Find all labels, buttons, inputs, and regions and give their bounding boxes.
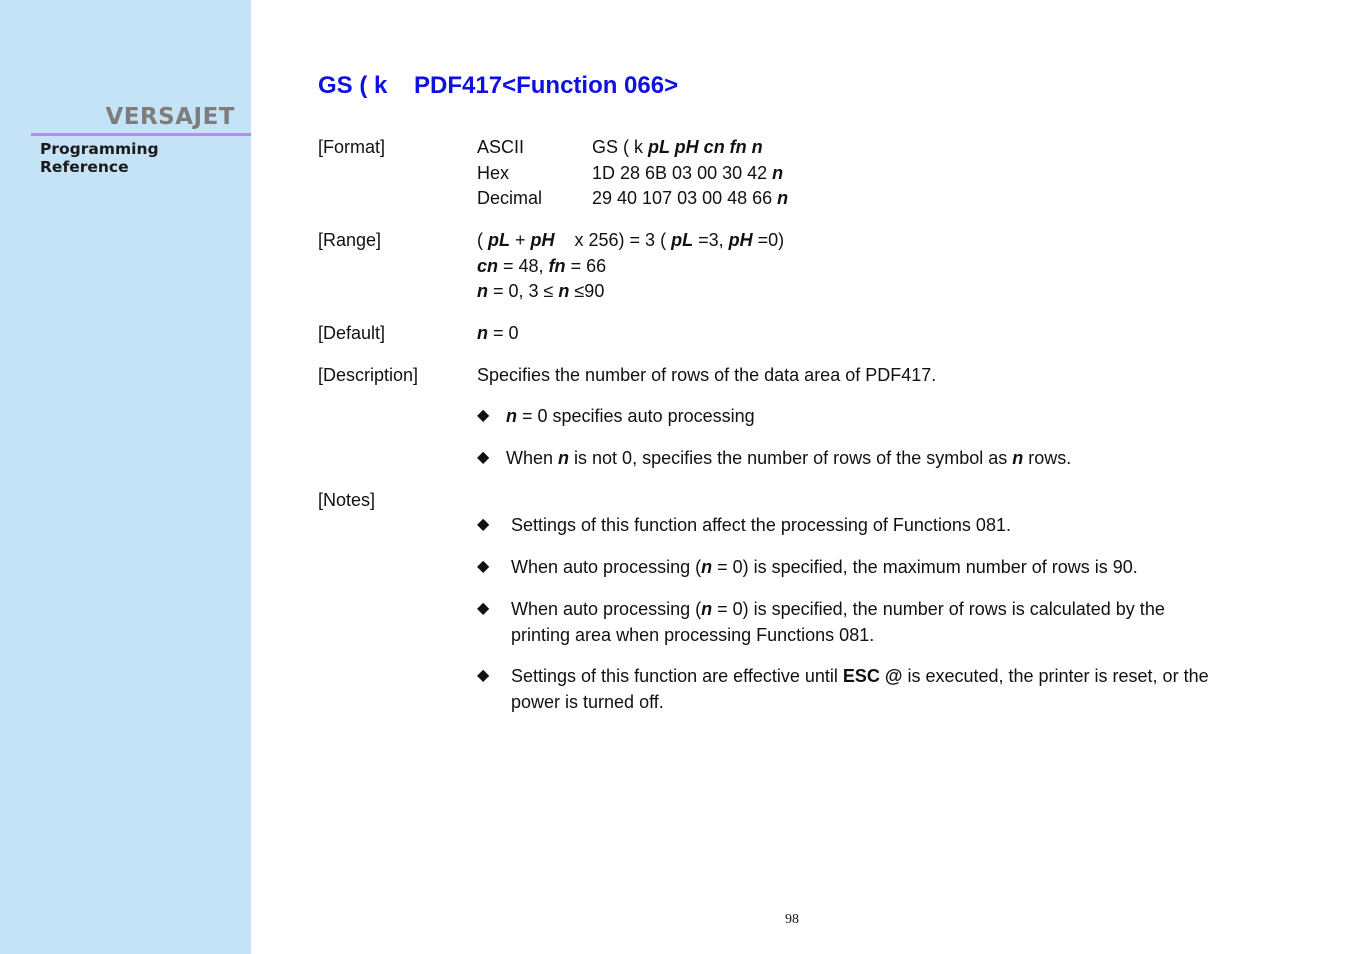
note-4-line-1: Settings of this function are effective until ESC @ is executed, the printer is reset, or the xyxy=(511,666,1209,686)
page-title: GS ( k PDF417<Function 066> xyxy=(318,72,679,99)
range-label: [Range] xyxy=(318,230,382,250)
description-text: Specifies the number of rows of the data area of PDF417. xyxy=(477,365,937,385)
note-3-line-1: When auto processing (n = 0) is specified, the number of rows is calculated by the xyxy=(511,599,1165,619)
note-3-line-2: printing area when processing Functions 081. xyxy=(511,625,875,645)
format-kind-ascii: ASCII xyxy=(477,137,525,157)
note-4-line-2: power is turned off. xyxy=(511,692,664,712)
format-kind-decimal: Decimal xyxy=(477,188,543,208)
bullet-icon: ◆ xyxy=(477,516,490,533)
bullet-icon: ◆ xyxy=(477,558,490,575)
note-2: When auto processing (n = 0) is specified, the maximum number of rows is 90. xyxy=(511,557,1138,577)
format-kind-hex: Hex xyxy=(477,163,510,183)
page-number: 98 xyxy=(785,912,799,927)
default-label: [Default] xyxy=(318,323,386,343)
notes-label: [Notes] xyxy=(318,490,376,510)
bullet-icon: ◆ xyxy=(477,600,490,617)
brand-underline xyxy=(31,133,251,136)
format-value-hex: 1D 28 6B 03 00 30 42 n xyxy=(592,163,784,183)
range-line-1: ( pL + pH x 256) = 3 ( pL =3, pH =0) xyxy=(477,230,785,250)
range-line-2: cn = 48, fn = 66 xyxy=(477,256,607,276)
bullet-icon: ◆ xyxy=(477,407,490,424)
default-value: n = 0 xyxy=(477,323,519,343)
bullet-icon: ◆ xyxy=(477,667,490,684)
bullet-icon: ◆ xyxy=(477,449,490,466)
brand-logo-text: VERSAJET xyxy=(105,104,235,130)
format-value-decimal: 29 40 107 03 00 48 66 n xyxy=(592,188,789,208)
description-label: [Description] xyxy=(318,365,419,385)
note-1: Settings of this function affect the processing of Functions 081. xyxy=(511,515,1011,535)
range-line-3: n = 0, 3 ≤ n ≤90 xyxy=(477,281,605,301)
document-subtitle: Programming Reference xyxy=(40,140,159,176)
description-bullet-2: When n is not 0, specifies the number of rows of the symbol as n rows. xyxy=(506,448,1072,468)
sidebar xyxy=(0,0,251,954)
format-label: [Format] xyxy=(318,137,386,157)
format-value-ascii: GS ( k pL pH cn fn n xyxy=(592,137,763,157)
description-bullet-1: n = 0 specifies auto processing xyxy=(506,406,755,426)
